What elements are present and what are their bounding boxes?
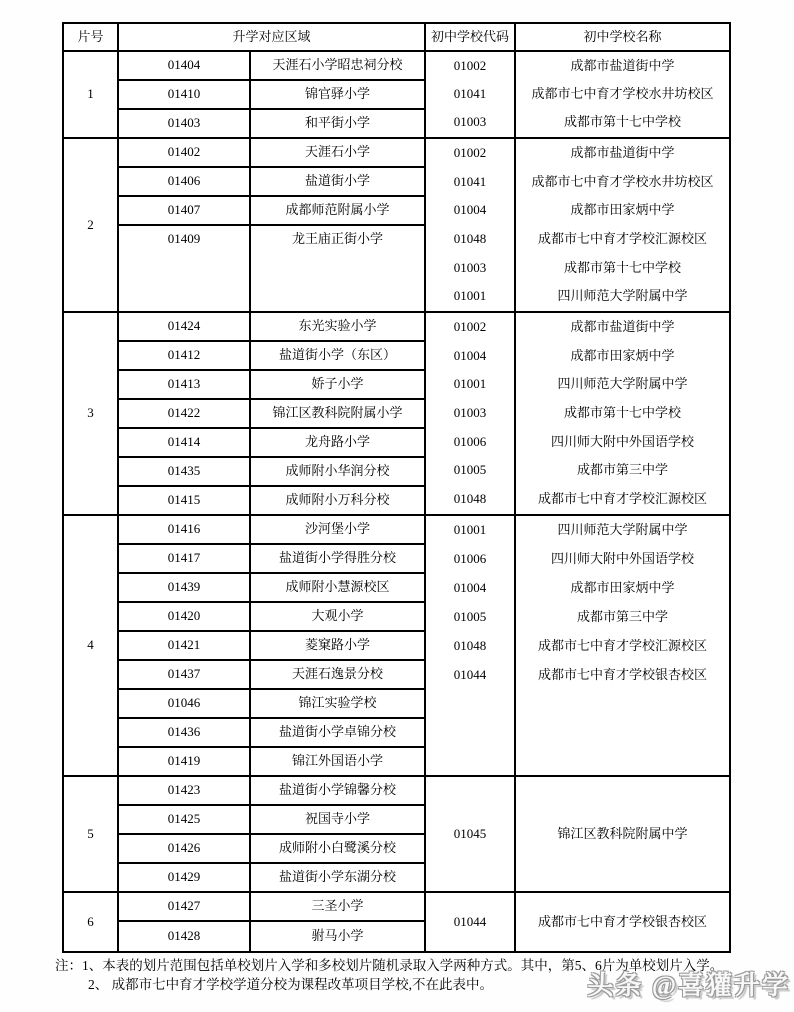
elementary-column — [119, 139, 426, 311]
elementary-school-code: 01404 — [119, 52, 251, 79]
elementary-school-name: 驸马小学 — [311, 928, 364, 944]
middle-school-code: 01045 — [453, 825, 487, 841]
elementary-row — [119, 690, 424, 719]
elementary-row — [119, 748, 424, 775]
elementary-row — [119, 777, 424, 806]
middle-school-name: 四川师范大学附属中学 — [557, 522, 688, 538]
elementary-school-name: 大观小学 — [311, 608, 364, 624]
middle-school-code: 01044 — [453, 913, 487, 929]
elementary-school-name: 成师附小白鹭溪分校 — [278, 840, 396, 856]
middle-school-name: 四川师大附中外国语学校 — [550, 551, 694, 567]
elementary-row — [119, 81, 424, 110]
elementary-row — [119, 835, 424, 864]
elementary-school-code: 01046 — [119, 690, 251, 717]
elementary-row — [119, 922, 424, 951]
elementary-school-name: 祝国寺小学 — [304, 811, 370, 827]
middle-school-name: 成都市第三中学 — [576, 609, 668, 625]
middle-school-code: 01006 — [453, 551, 487, 567]
middle-school-name: 成都市第十七中学校 — [563, 405, 681, 421]
elementary-row — [119, 168, 424, 197]
elementary-school-name: 盐道街小学东湖分校 — [278, 869, 396, 885]
toutiao-watermark: 头条 @喜獾升学 — [587, 971, 790, 1000]
elementary-school-name: 成师附小慧源校区 — [285, 579, 390, 595]
table-section-2 — [64, 139, 729, 313]
table-section-6 — [64, 893, 729, 951]
middle-school-code: 01005 — [453, 609, 487, 625]
middle-school-code: 01002 — [453, 57, 487, 73]
middle-school-code: 01003 — [453, 405, 487, 421]
elementary-school-name: 龙王庙正街小学 — [291, 231, 383, 246]
middle-school-code: 01001 — [453, 376, 487, 392]
elementary-row — [119, 458, 424, 487]
middle-school-code: 01044 — [453, 667, 487, 683]
elementary-row — [119, 632, 424, 661]
middle-school-name: 成都市田家炳中学 — [570, 347, 675, 363]
middle-school-code: 01005 — [453, 462, 487, 478]
elementary-row — [119, 400, 424, 429]
middle-school-name: 成都市第十七中学校 — [563, 114, 681, 130]
elementary-school-code: 01436 — [119, 719, 251, 746]
middle-school-name: 成都市七中育才学校汇源校区 — [537, 230, 707, 246]
section-number: 4 — [64, 516, 119, 775]
elementary-column — [119, 516, 426, 775]
elementary-school-name: 东光实验小学 — [298, 318, 377, 334]
elementary-school-name: 成都师范附属小学 — [285, 202, 390, 218]
middle-school-name: 成都市第三中学 — [576, 462, 668, 478]
elementary-school-name: 天涯石小学 — [304, 144, 370, 160]
elementary-school-code: 01414 — [119, 429, 251, 456]
middle-school-code: 01001 — [453, 288, 487, 304]
middle-school-code: 01003 — [453, 259, 487, 275]
section-number: 6 — [64, 893, 119, 951]
middle-name-column — [516, 313, 729, 514]
elementary-row — [119, 806, 424, 835]
elementary-row — [119, 661, 424, 690]
middle-school-code: 01006 — [453, 433, 487, 449]
elementary-school-code: 01410 — [119, 81, 251, 108]
elementary-school-code: 01437 — [119, 661, 251, 688]
middle-school-name: 成都市七中育才学校汇源校区 — [537, 638, 707, 654]
middle-code-column — [426, 313, 516, 514]
elementary-school-name: 锦江实验学校 — [298, 695, 377, 711]
elementary-school-code: 01421 — [119, 632, 251, 659]
section-number: 5 — [64, 777, 119, 891]
table-body — [64, 52, 729, 951]
elementary-school-code: 01435 — [119, 458, 251, 485]
middle-code-column — [426, 52, 516, 137]
elementary-column — [119, 893, 426, 951]
elementary-row — [119, 487, 424, 514]
elementary-school-code: 01423 — [119, 777, 251, 804]
middle-school-code: 01002 — [453, 144, 487, 160]
elementary-school-code: 01415 — [119, 487, 251, 514]
section-number: 1 — [64, 52, 119, 137]
elementary-school-code: 01425 — [119, 806, 251, 833]
header-middle-code: 初中学校代码 — [426, 24, 516, 50]
elementary-row — [119, 110, 424, 137]
middle-school-code: 01041 — [453, 173, 487, 189]
elementary-column — [119, 313, 426, 514]
elementary-school-name: 沙河堡小学 — [304, 521, 370, 537]
elementary-column — [119, 52, 426, 137]
elementary-school-code: 01428 — [119, 922, 251, 951]
elementary-school-code: 01422 — [119, 400, 251, 427]
elementary-school-name: 锦江外国语小学 — [291, 753, 383, 769]
middle-name-column — [516, 777, 729, 891]
elementary-school-name: 天涯石小学昭忠祠分校 — [272, 57, 403, 73]
elementary-school-code: 01420 — [119, 603, 251, 630]
middle-school-code: 01001 — [453, 522, 487, 538]
elementary-row — [119, 313, 424, 342]
middle-code-column — [426, 777, 516, 891]
middle-school-code: 01048 — [453, 230, 487, 246]
elementary-school-name: 和平街小学 — [304, 115, 370, 131]
elementary-school-name: 锦江区教科院附属小学 — [272, 405, 403, 421]
elementary-school-code: 01412 — [119, 342, 251, 369]
elementary-school-name: 锦官驿小学 — [304, 86, 370, 102]
elementary-row — [119, 603, 424, 632]
middle-school-name: 四川师大附中外国语学校 — [550, 433, 694, 449]
middle-school-code: 01048 — [453, 491, 487, 507]
table-section-3 — [64, 313, 729, 516]
middle-school-code: 01004 — [453, 202, 487, 218]
elementary-school-code: 01403 — [119, 110, 251, 137]
middle-code-column — [426, 139, 516, 311]
middle-school-code: 01003 — [453, 114, 487, 130]
middle-name-column — [516, 139, 729, 311]
table-section-5 — [64, 777, 729, 893]
elementary-school-name: 盐道街小学（东区） — [278, 347, 396, 363]
middle-code-column — [426, 893, 516, 951]
middle-code-column — [426, 516, 516, 775]
elementary-school-code: 01406 — [119, 168, 251, 195]
middle-school-code: 01004 — [453, 347, 487, 363]
middle-school-name: 成都市七中育才学校水井坊校区 — [531, 173, 714, 189]
middle-school-code: 01004 — [453, 580, 487, 596]
footnote-1: 注：1、本表的划片范围包括单校划片入学和多校划片随机录取入学两种方式。其中，第5、6片为单校划片入学。 — [55, 958, 724, 973]
elementary-row — [119, 139, 424, 168]
elementary-row — [119, 197, 424, 226]
school-district-table — [62, 22, 731, 953]
middle-school-name: 成都市盐道街中学 — [570, 144, 675, 160]
middle-school-name: 成都市第十七中学校 — [563, 259, 681, 275]
elementary-school-name: 菱窠路小学 — [304, 637, 370, 653]
footnote-2: 2、 成都市七中育才学校学道分校为课程改革项目学校,不在此表中。 — [88, 977, 493, 992]
elementary-school-name: 龙舟路小学 — [304, 434, 370, 450]
elementary-school-code: 01426 — [119, 835, 251, 862]
elementary-school-code: 01417 — [119, 545, 251, 572]
elementary-row — [119, 864, 424, 891]
elementary-school-code: 01429 — [119, 864, 251, 891]
elementary-school-name: 盐道街小学锦馨分校 — [278, 782, 396, 798]
middle-school-name: 四川师范大学附属中学 — [557, 288, 688, 304]
elementary-school-code: 01424 — [119, 313, 251, 340]
table-section-4 — [64, 516, 729, 777]
elementary-row — [119, 52, 424, 81]
elementary-school-code: 01439 — [119, 574, 251, 601]
middle-school-name: 成都市七中育才学校汇源校区 — [537, 491, 707, 507]
elementary-school-name: 盐道街小学卓锦分校 — [278, 724, 396, 740]
middle-school-name: 成都市盐道街中学 — [570, 57, 675, 73]
elementary-school-name: 天涯石逸景分校 — [291, 666, 383, 682]
header-middle-name: 初中学校名称 — [583, 28, 662, 44]
elementary-row — [119, 342, 424, 371]
elementary-row — [119, 574, 424, 603]
elementary-row — [119, 371, 424, 400]
middle-school-name: 四川师范大学附属中学 — [557, 376, 688, 392]
middle-school-code: 01041 — [453, 86, 487, 102]
middle-school-name: 成都市田家炳中学 — [570, 580, 675, 596]
middle-school-name: 成都市七中育才学校水井坊校区 — [531, 86, 714, 102]
middle-school-name: 成都市盐道街中学 — [570, 318, 675, 334]
table-section-1 — [64, 52, 729, 139]
elementary-row — [119, 226, 424, 311]
elementary-school-code: 01419 — [119, 748, 251, 775]
elementary-school-code: 01416 — [119, 516, 251, 543]
elementary-school-code: 01407 — [119, 197, 251, 224]
table-header-row — [64, 24, 729, 52]
elementary-school-code: 01427 — [119, 893, 251, 920]
middle-school-code: 01002 — [453, 318, 487, 334]
middle-name-column — [516, 52, 729, 137]
elementary-row — [119, 545, 424, 574]
elementary-school-name: 成师附小万科分校 — [285, 492, 390, 508]
middle-name-column — [516, 516, 729, 775]
elementary-school-name: 娇子小学 — [311, 376, 364, 392]
elementary-row — [119, 516, 424, 545]
elementary-school-code: 01402 — [119, 139, 251, 166]
elementary-school-name: 成师附小华润分校 — [285, 463, 390, 479]
middle-name-column — [516, 893, 729, 951]
elementary-row — [119, 893, 424, 922]
header-region: 升学对应区域 — [119, 24, 426, 50]
elementary-school-name: 盐道街小学得胜分校 — [278, 550, 396, 566]
elementary-school-name: 盐道街小学 — [304, 173, 370, 189]
elementary-row — [119, 429, 424, 458]
middle-school-name: 成都市七中育才学校银杏校区 — [537, 667, 707, 683]
elementary-column — [119, 777, 426, 891]
elementary-school-name: 三圣小学 — [311, 898, 364, 914]
middle-school-name: 锦江区教科院附属中学 — [557, 825, 688, 841]
middle-school-name: 成都市七中育才学校银杏校区 — [537, 913, 707, 929]
section-number: 2 — [64, 139, 119, 311]
elementary-row — [119, 719, 424, 748]
elementary-school-code: 01409 — [119, 226, 251, 311]
header-pian-hao: 片号 — [64, 24, 119, 50]
section-number: 3 — [64, 313, 119, 514]
middle-school-name: 成都市田家炳中学 — [570, 202, 675, 218]
middle-school-code: 01048 — [453, 638, 487, 654]
elementary-school-code: 01413 — [119, 371, 251, 398]
